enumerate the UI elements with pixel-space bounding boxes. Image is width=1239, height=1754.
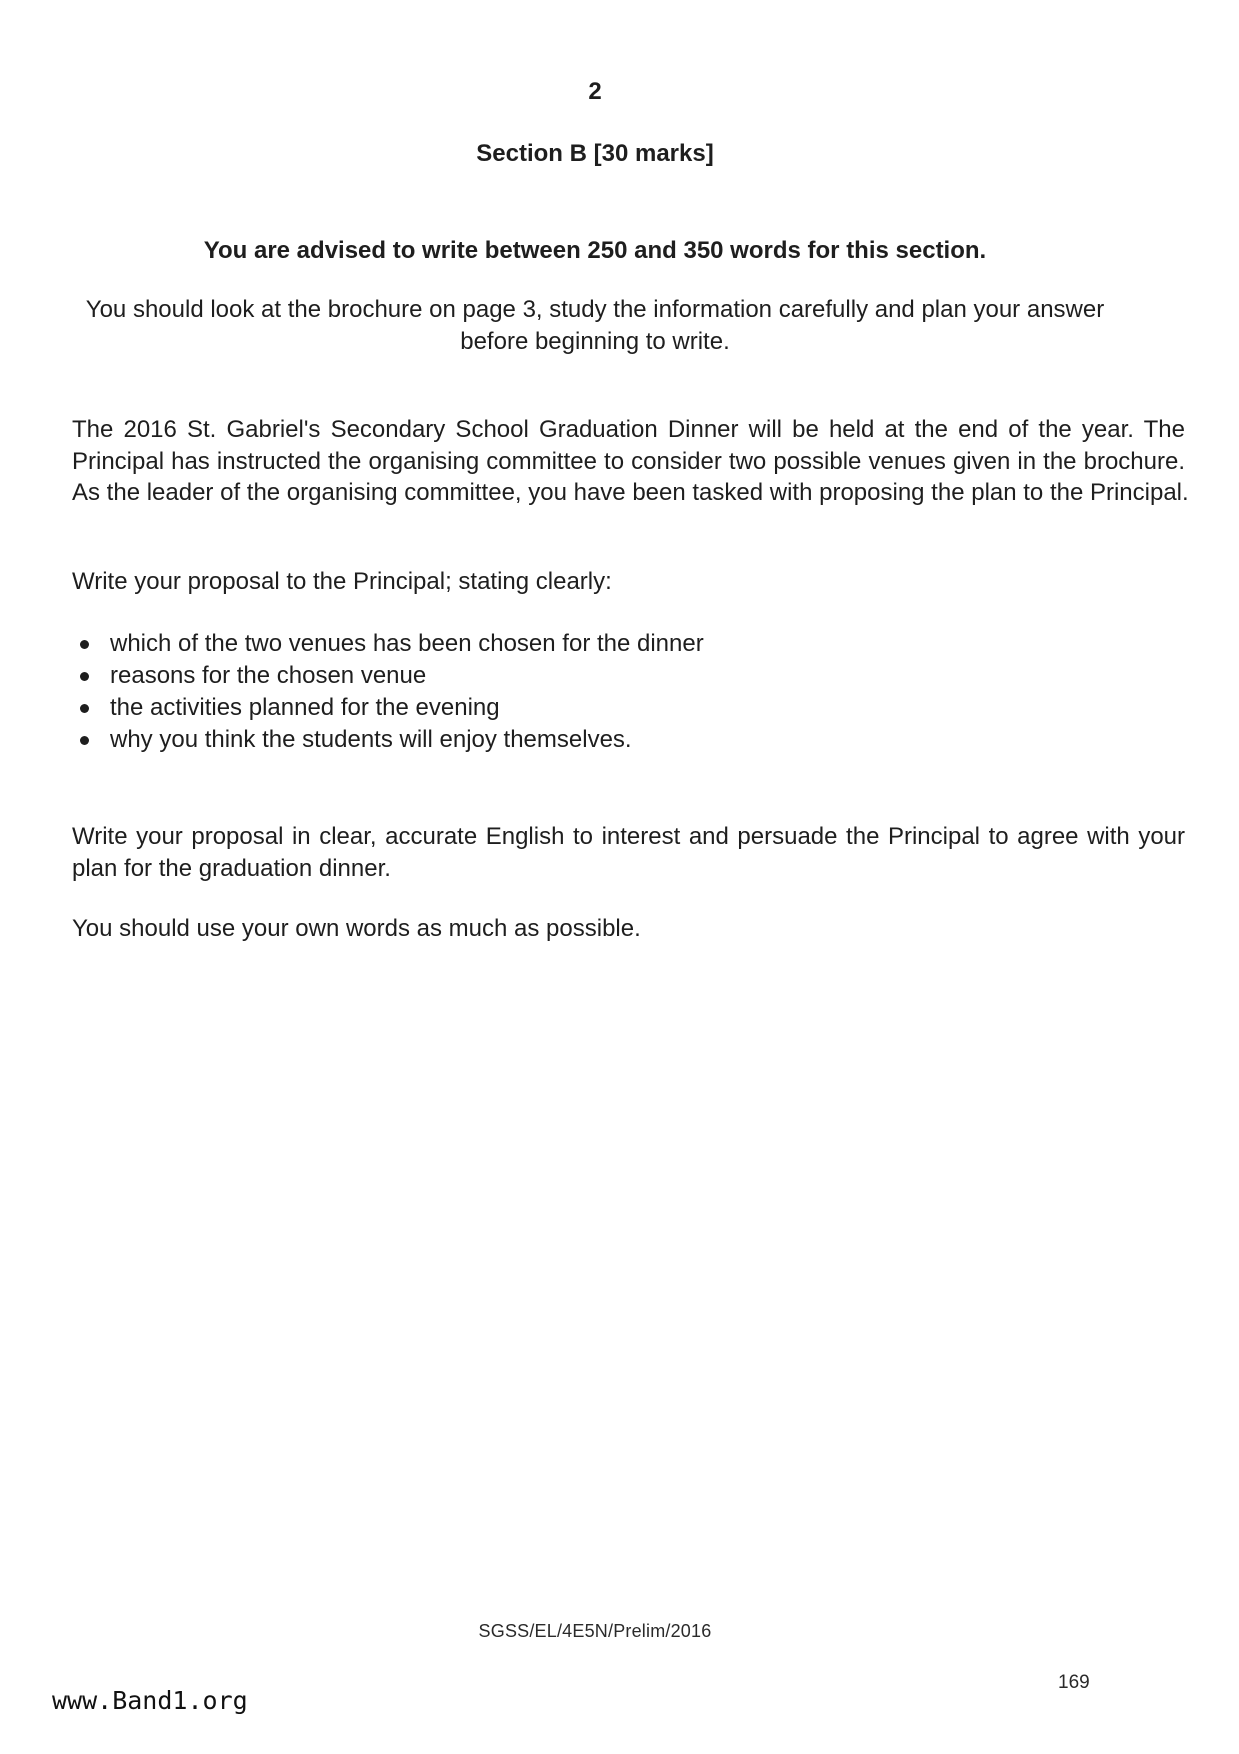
bullet-item bbox=[72, 660, 1185, 692]
instruction-line: Write your proposal in clear, accurate English to interest and persuade the Principal to agree with your bbox=[72, 823, 1185, 850]
bullet-item bbox=[72, 692, 1185, 724]
bullet-item bbox=[72, 628, 1185, 660]
page-ref-number: 169 bbox=[1058, 1672, 1090, 1693]
bullet-marker bbox=[80, 736, 89, 745]
scenario-line: Principal has instructed the organising committee to consider two possible venues given in the brochure. bbox=[72, 447, 1185, 475]
bullet-text: why you think the students will enjoy themselves. bbox=[110, 726, 632, 753]
bullet-text: which of the two venues has been chosen for the dinner bbox=[110, 630, 704, 657]
bullet-item bbox=[72, 724, 1185, 756]
scenario-paragraph bbox=[72, 414, 1189, 509]
own-words-note: You should use your own words as much as possible. bbox=[72, 915, 641, 942]
footer-exam-code: SGSS/EL/4E5N/Prelim/2016 bbox=[478, 1621, 712, 1641]
bullet-text: reasons for the chosen venue bbox=[110, 662, 427, 689]
task-lead: Write your proposal to the Principal; stating clearly: bbox=[72, 568, 612, 595]
scenario-line: As the leader of the organising committee, you have been tasked with proposing the plan to the Principal. bbox=[72, 479, 1189, 506]
scenario-line: The 2016 St. Gabriel's Secondary School Graduation Dinner will be held at the end of the year. The bbox=[72, 416, 1185, 443]
word-count-advisory: You are advised to write between 250 and 350 words for this section. bbox=[203, 237, 987, 264]
instruction-paragraph bbox=[72, 821, 1185, 884]
section-title: Section B [30 marks] bbox=[476, 140, 714, 167]
brochure-instruction-line: You should look at the brochure on page 3, study the information carefully and plan your answer bbox=[85, 296, 1105, 323]
bullet-text: the activities planned for the evening bbox=[110, 694, 500, 721]
bullet-marker bbox=[80, 672, 89, 681]
task-bullet-list bbox=[72, 628, 1185, 756]
brochure-instruction bbox=[0, 294, 1190, 357]
bullet-marker bbox=[80, 640, 89, 649]
brochure-instruction-line: before beginning to write. bbox=[460, 327, 730, 355]
instruction-line: plan for the graduation dinner. bbox=[72, 854, 391, 882]
page-number: 2 bbox=[588, 78, 602, 105]
bullet-marker bbox=[80, 704, 89, 713]
site-watermark: www.Band1.org bbox=[52, 1686, 248, 1715]
